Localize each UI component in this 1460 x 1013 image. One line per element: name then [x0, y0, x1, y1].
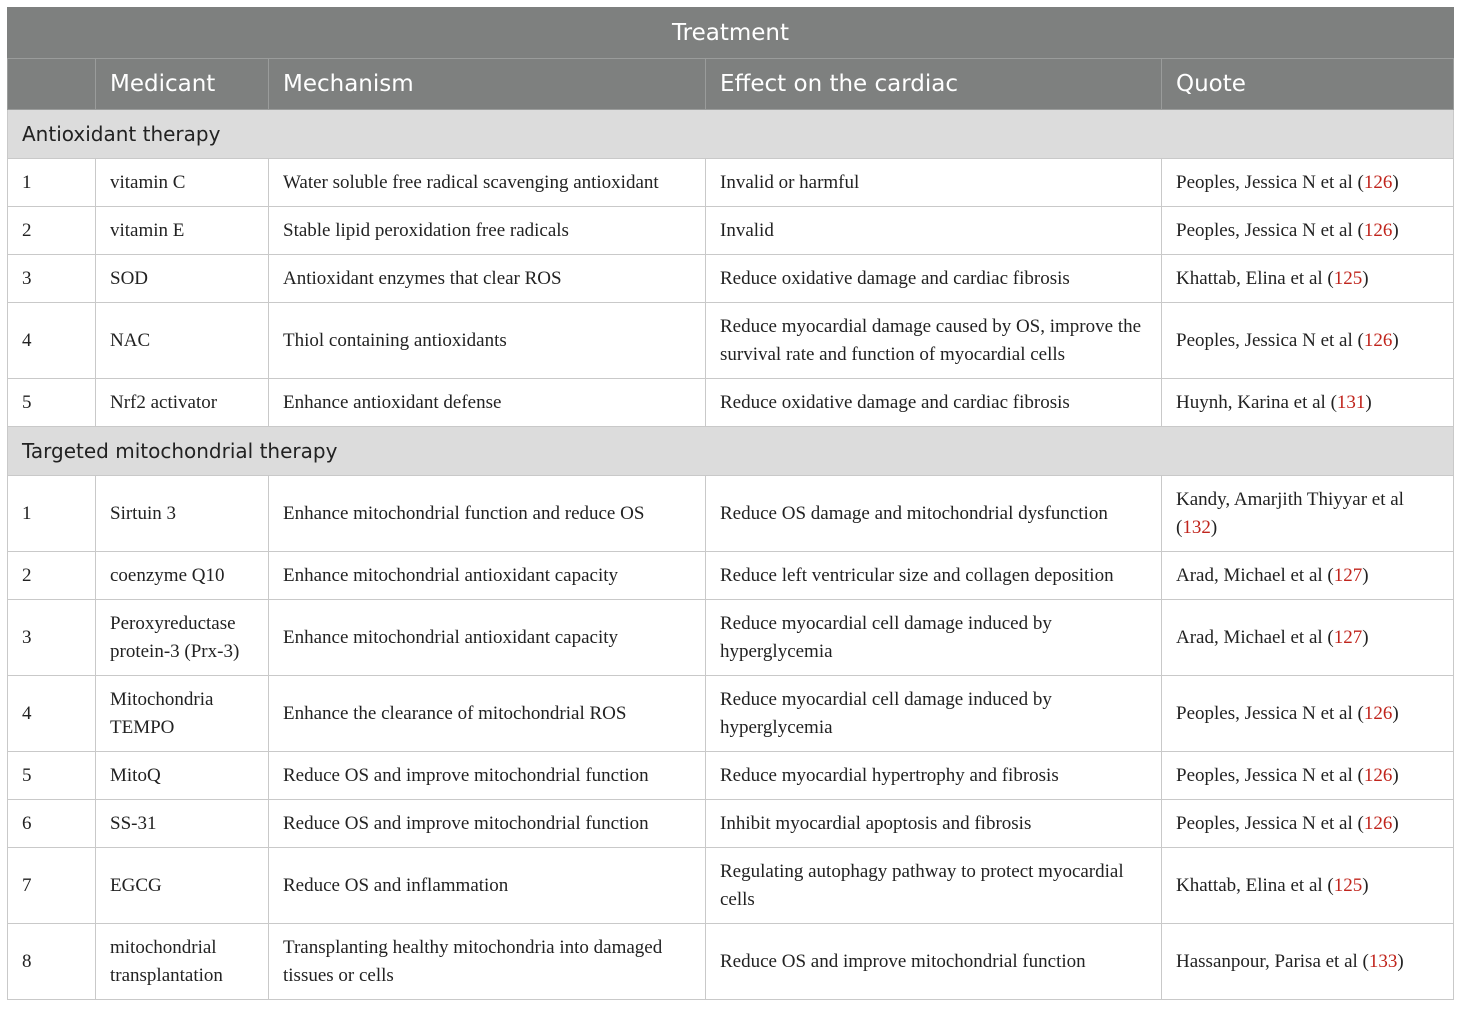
cell-quote — [1162, 207, 1454, 255]
cell-number: 4 — [8, 676, 96, 752]
cell-quote — [1162, 552, 1454, 600]
reference-link[interactable]: 131 — [1336, 391, 1366, 413]
reference-link[interactable]: 133 — [1368, 950, 1398, 972]
quote-close-paren: ) — [1392, 764, 1399, 786]
cell-mechanism: Antioxidant enzymes that clear ROS — [269, 255, 706, 303]
table-row — [8, 924, 1454, 1000]
cell-effect: Inhibit myocardial apoptosis and fibrosis — [706, 800, 1162, 848]
cell-effect: Reduce myocardial hypertrophy and fibrosis — [706, 752, 1162, 800]
table-row — [8, 379, 1454, 427]
cell-number: 5 — [8, 752, 96, 800]
reference-link[interactable]: 126 — [1363, 702, 1393, 724]
quote-close-paren: ) — [1392, 219, 1399, 241]
cell-effect: Invalid or harmful — [706, 159, 1162, 207]
cell-number: 6 — [8, 800, 96, 848]
cell-number: 2 — [8, 207, 96, 255]
quote-authors: Khattab, Elina et al ( — [1176, 874, 1334, 896]
cell-medicant: vitamin E — [96, 207, 269, 255]
table-row — [8, 159, 1454, 207]
table-row — [8, 552, 1454, 600]
cell-mechanism: Enhance mitochondrial function and reduce OS — [269, 476, 706, 552]
table-row — [8, 303, 1454, 379]
table-row — [8, 207, 1454, 255]
cell-number: 2 — [8, 552, 96, 600]
cell-quote — [1162, 303, 1454, 379]
reference-link[interactable]: 125 — [1333, 874, 1363, 896]
cell-number: 7 — [8, 848, 96, 924]
reference-link[interactable]: 126 — [1363, 764, 1393, 786]
header-effect: Effect on the cardiac — [706, 59, 1162, 110]
reference-link[interactable]: 126 — [1363, 171, 1393, 193]
header-number — [8, 59, 96, 110]
quote-authors: Peoples, Jessica N et al ( — [1176, 702, 1364, 724]
table-row — [8, 800, 1454, 848]
cell-medicant: vitamin C — [96, 159, 269, 207]
quote-close-paren: ) — [1392, 702, 1399, 724]
quote-authors: Peoples, Jessica N et al ( — [1176, 764, 1364, 786]
cell-quote — [1162, 379, 1454, 427]
quote-authors: Peoples, Jessica N et al ( — [1176, 329, 1364, 351]
cell-quote — [1162, 800, 1454, 848]
cell-number: 3 — [8, 600, 96, 676]
reference-link[interactable]: 125 — [1333, 267, 1363, 289]
cell-mechanism: Enhance mitochondrial antioxidant capacity — [269, 552, 706, 600]
section-title: Targeted mitochondrial therapy — [8, 427, 1454, 476]
table-row — [8, 476, 1454, 552]
reference-link[interactable]: 126 — [1363, 329, 1393, 351]
quote-close-paren: ) — [1362, 874, 1369, 896]
quote-authors: Kandy, Amarjith Thiyyar et al ( — [1176, 488, 1404, 538]
table-body — [8, 110, 1454, 1000]
quote-close-paren: ) — [1210, 516, 1218, 538]
table-title-row — [8, 8, 1454, 59]
cell-quote — [1162, 600, 1454, 676]
cell-mechanism: Reduce OS and improve mitochondrial function — [269, 752, 706, 800]
cell-number: 8 — [8, 924, 96, 1000]
cell-number: 1 — [8, 476, 96, 552]
section-row — [8, 427, 1454, 476]
cell-medicant: SOD — [96, 255, 269, 303]
quote-close-paren: ) — [1392, 329, 1399, 351]
section-row — [8, 110, 1454, 159]
cell-quote — [1162, 924, 1454, 1000]
cell-medicant: mitochondrial transplantation — [96, 924, 269, 1000]
cell-mechanism: Thiol containing antioxidants — [269, 303, 706, 379]
cell-number: 3 — [8, 255, 96, 303]
cell-quote — [1162, 848, 1454, 924]
cell-effect: Reduce myocardial cell damage induced by hyperglycemia — [706, 600, 1162, 676]
cell-effect: Reduce left ventricular size and collagen deposition — [706, 552, 1162, 600]
cell-mechanism: Reduce OS and improve mitochondrial function — [269, 800, 706, 848]
cell-mechanism: Enhance the clearance of mitochondrial ROS — [269, 676, 706, 752]
cell-quote — [1162, 476, 1454, 552]
cell-quote — [1162, 255, 1454, 303]
quote-authors: Peoples, Jessica N et al ( — [1176, 219, 1364, 241]
cell-mechanism: Reduce OS and inflammation — [269, 848, 706, 924]
cell-medicant: SS-31 — [96, 800, 269, 848]
table-row — [8, 676, 1454, 752]
reference-link[interactable]: 132 — [1182, 516, 1211, 538]
header-medicant: Medicant — [96, 59, 269, 110]
quote-authors: Huynh, Karina et al ( — [1176, 391, 1337, 413]
quote-authors: Arad, Michael et al ( — [1176, 626, 1334, 648]
cell-medicant: Mitochondria TEMPO — [96, 676, 269, 752]
quote-authors: Peoples, Jessica N et al ( — [1176, 171, 1364, 193]
quote-close-paren: ) — [1362, 626, 1369, 648]
table-row — [8, 752, 1454, 800]
cell-effect: Reduce myocardial cell damage induced by hyperglycemia — [706, 676, 1162, 752]
reference-link[interactable]: 127 — [1333, 564, 1363, 586]
cell-medicant: EGCG — [96, 848, 269, 924]
reference-link[interactable]: 127 — [1333, 626, 1363, 648]
quote-close-paren: ) — [1362, 564, 1369, 586]
table-title: Treatment — [8, 8, 1454, 59]
treatment-table — [7, 7, 1454, 1000]
quote-close-paren: ) — [1397, 950, 1404, 972]
cell-mechanism: Water soluble free radical scavenging antioxidant — [269, 159, 706, 207]
cell-number: 5 — [8, 379, 96, 427]
table-row — [8, 600, 1454, 676]
quote-authors: Hassanpour, Parisa et al ( — [1176, 950, 1369, 972]
section-title: Antioxidant therapy — [8, 110, 1454, 159]
quote-close-paren: ) — [1362, 267, 1369, 289]
cell-effect: Invalid — [706, 207, 1162, 255]
quote-authors: Khattab, Elina et al ( — [1176, 267, 1334, 289]
cell-medicant: MitoQ — [96, 752, 269, 800]
cell-medicant: Peroxyreductase protein-3 (Prx-3) — [96, 600, 269, 676]
cell-medicant: Sirtuin 3 — [96, 476, 269, 552]
header-quote: Quote — [1162, 59, 1454, 110]
cell-quote — [1162, 159, 1454, 207]
cell-effect: Reduce myocardial damage caused by OS, improve the survival rate and function of myocardial cells — [706, 303, 1162, 379]
cell-number: 4 — [8, 303, 96, 379]
cell-effect: Reduce oxidative damage and cardiac fibrosis — [706, 255, 1162, 303]
quote-close-paren: ) — [1365, 391, 1372, 413]
cell-quote — [1162, 676, 1454, 752]
cell-effect: Regulating autophagy pathway to protect myocardial cells — [706, 848, 1162, 924]
cell-effect: Reduce OS damage and mitochondrial dysfunction — [706, 476, 1162, 552]
cell-mechanism: Stable lipid peroxidation free radicals — [269, 207, 706, 255]
cell-number: 1 — [8, 159, 96, 207]
cell-medicant: coenzyme Q10 — [96, 552, 269, 600]
table-row — [8, 848, 1454, 924]
cell-effect: Reduce oxidative damage and cardiac fibrosis — [706, 379, 1162, 427]
quote-close-paren: ) — [1392, 812, 1399, 834]
cell-quote — [1162, 752, 1454, 800]
cell-mechanism: Enhance antioxidant defense — [269, 379, 706, 427]
table-row — [8, 255, 1454, 303]
cell-effect: Reduce OS and improve mitochondrial function — [706, 924, 1162, 1000]
cell-medicant: NAC — [96, 303, 269, 379]
reference-link[interactable]: 126 — [1363, 219, 1393, 241]
cell-mechanism: Enhance mitochondrial antioxidant capacity — [269, 600, 706, 676]
header-mechanism: Mechanism — [269, 59, 706, 110]
reference-link[interactable]: 126 — [1363, 812, 1393, 834]
quote-authors: Arad, Michael et al ( — [1176, 564, 1334, 586]
cell-medicant: Nrf2 activator — [96, 379, 269, 427]
quote-authors: Peoples, Jessica N et al ( — [1176, 812, 1364, 834]
column-header-row — [8, 59, 1454, 110]
quote-close-paren: ) — [1392, 171, 1399, 193]
cell-mechanism: Transplanting healthy mitochondria into damaged tissues or cells — [269, 924, 706, 1000]
